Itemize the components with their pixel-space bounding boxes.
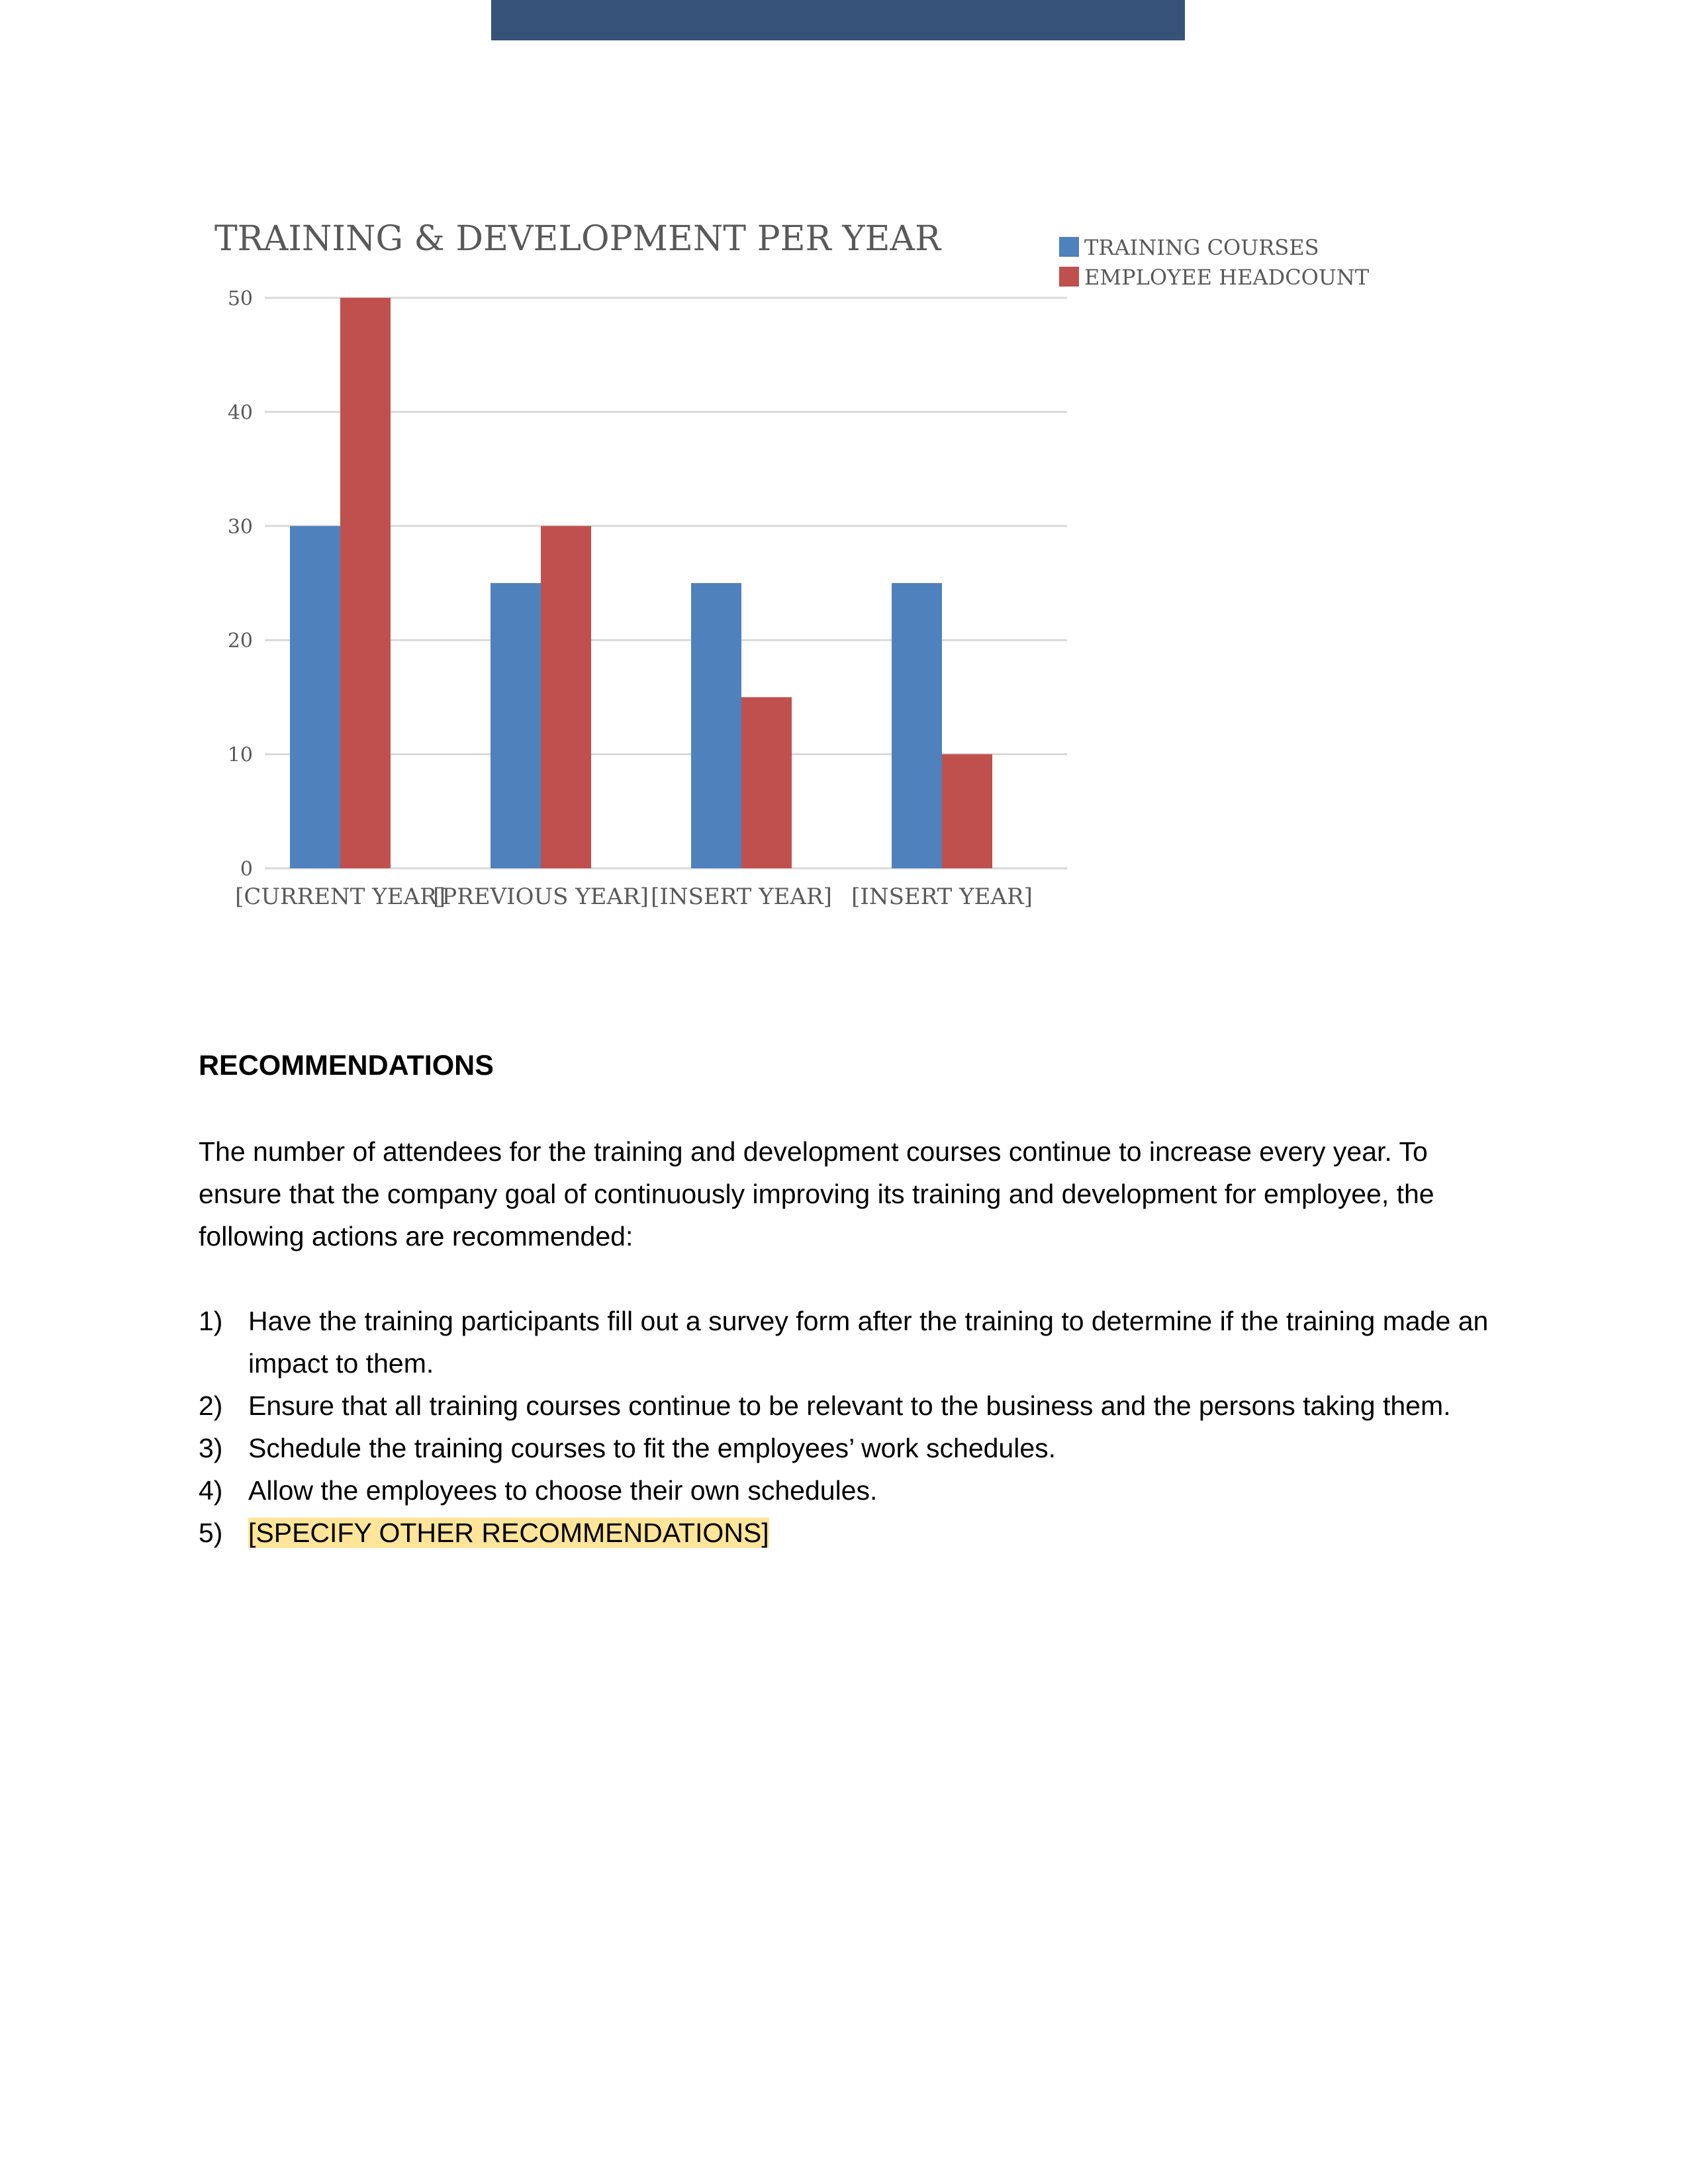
list-item [199, 1300, 1496, 1385]
bar-employee-headcount [340, 298, 391, 868]
list-item-number: 5) [199, 1518, 223, 1548]
list-item-text: Ensure that all training courses continue to be relevant to the business and the persons taking them. [248, 1390, 1451, 1421]
x-category-label: [INSERT YEAR] [651, 884, 832, 910]
list-item-number: 1) [199, 1306, 223, 1336]
chart-svg [199, 199, 1390, 927]
recommendations-heading: RECOMMENDATIONS [199, 1050, 494, 1081]
legend-swatch [1059, 237, 1079, 257]
header-banner [491, 0, 1185, 40]
list-item [199, 1512, 1496, 1554]
y-tick-label: 20 [227, 629, 253, 653]
y-tick-label: 0 [240, 858, 253, 881]
chart-legend [1059, 235, 1370, 290]
list-item [199, 1427, 1496, 1469]
y-tick-label: 10 [227, 743, 253, 767]
list-item-number: 3) [199, 1433, 223, 1463]
list-item-text: Allow the employees to choose their own schedules. [248, 1475, 878, 1506]
chart-title: TRAINING & DEVELOPMENT PER YEAR [214, 219, 941, 259]
bar-employee-headcount [942, 754, 992, 868]
legend-label: TRAINING COURSES [1084, 235, 1319, 260]
training-development-chart [199, 199, 1390, 927]
list-item-text: Schedule the training courses to fit the employees’ work schedules. [248, 1433, 1056, 1463]
list-item-text: Have the training participants fill out a survey form after the training to determine if the training made an impact to them. [248, 1306, 1489, 1379]
x-category-label: [CURRENT YEAR] [235, 884, 445, 910]
y-tick-label: 40 [227, 401, 253, 425]
chart-y-axis [228, 287, 253, 881]
bar-training-courses [491, 583, 541, 868]
y-tick-label: 30 [227, 515, 253, 539]
list-item-number: 2) [199, 1390, 223, 1421]
list-item [199, 1385, 1496, 1427]
recommendations-list [199, 1300, 1496, 1554]
placeholder-highlight-text: [SPECIFY OTHER RECOMMENDATIONS] [248, 1518, 769, 1548]
bar-training-courses [892, 583, 942, 868]
bar-training-courses [691, 583, 741, 868]
x-category-label: [PREVIOUS YEAR] [433, 884, 649, 910]
chart-bars [290, 298, 992, 868]
bar-employee-headcount [541, 526, 591, 868]
legend-label: EMPLOYEE HEADCOUNT [1084, 265, 1370, 290]
bar-employee-headcount [741, 697, 792, 868]
chart-x-axis [235, 884, 1033, 910]
legend-swatch [1059, 267, 1079, 287]
y-tick-label: 50 [227, 287, 253, 310]
bar-training-courses [290, 526, 340, 868]
x-category-label: [INSERT YEAR] [851, 884, 1033, 910]
list-item [199, 1469, 1496, 1512]
list-item-number: 4) [199, 1475, 223, 1506]
recommendations-intro: The number of attendees for the training and development courses continue to increase every year. To ensure that the company goal of continuously improving its training and development for employee, the following actions are recommended: [199, 1136, 1434, 1251]
